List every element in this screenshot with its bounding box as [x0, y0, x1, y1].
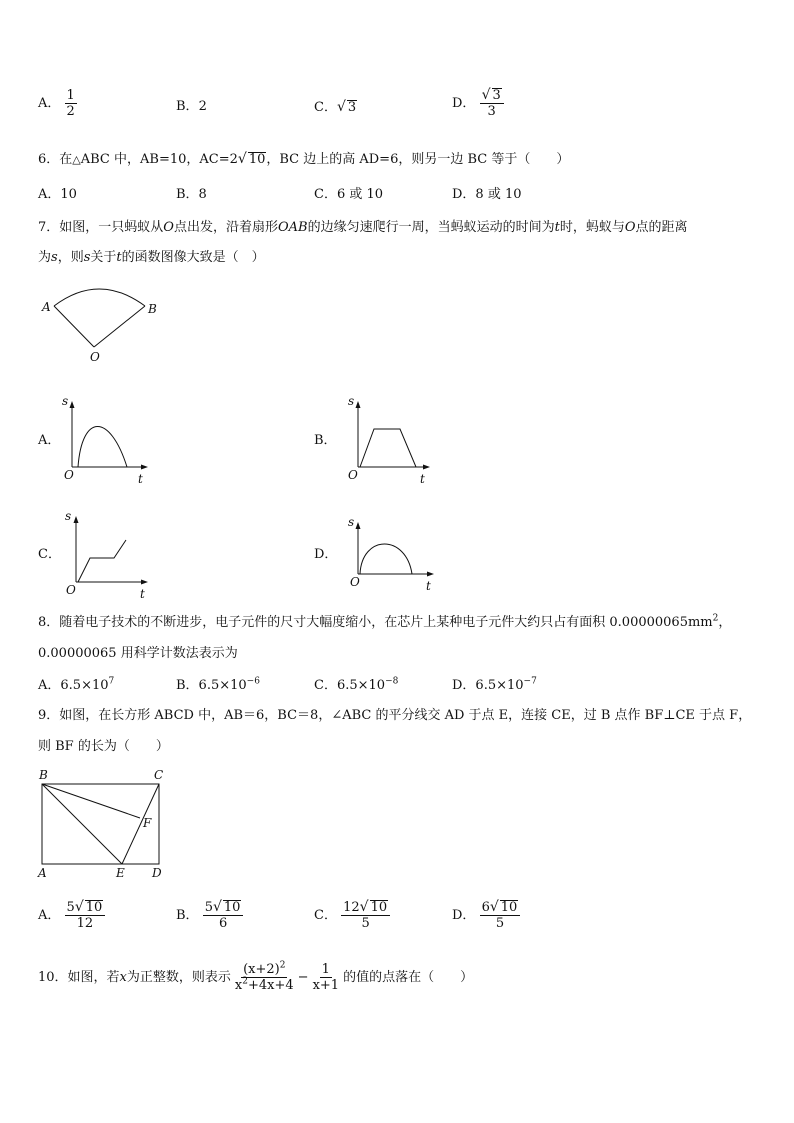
axis-label-s: s [62, 394, 69, 408]
q8-option-b[interactable]: B．$6.5\times 10^{-6}$ [176, 676, 260, 693]
fraction: $\frac{5√ 10}{6}$ [203, 900, 244, 931]
q9-option-a[interactable]: A． $\frac{5√ 10}{12}$ [38, 900, 105, 931]
fraction: $\frac{5√ 10}{12}$ [65, 900, 106, 931]
q6-option-d[interactable]: D．8 或 10 [452, 187, 522, 202]
rectangle-figure [34, 766, 174, 882]
q10-stem: 10．如图，若 x 为正整数，则表示 $\frac{(x+2)^2}{x^2+4x+4}$ − $\frac{1}{x+1}$ 的值的点落在（ ） [38, 960, 474, 993]
y-axis-arrow [70, 401, 75, 408]
q5-option-b[interactable]: B．2 [176, 99, 207, 114]
curve-hump [78, 427, 127, 468]
axis-label-t: t [138, 472, 143, 486]
x-axis-arrow [141, 580, 148, 585]
q7-stem-line2: 为s，则s关于t的函数图像大致是（ ） [38, 250, 265, 265]
fraction: $\frac{1}{2}$ [66, 88, 75, 119]
sector-edge-ob [94, 306, 145, 347]
point-o-label: O [90, 350, 100, 364]
x-axis-arrow [423, 465, 430, 470]
fraction: $\frac{6√ 10}{5}$ [480, 900, 521, 931]
y-axis-arrow [356, 401, 361, 408]
q6-option-c[interactable]: C．6 或 10 [314, 187, 384, 202]
fraction: $\frac{√ 3}{3}$ [480, 88, 504, 119]
y-axis-arrow [74, 516, 79, 523]
origin-label: O [348, 468, 358, 482]
graph-a [60, 393, 152, 488]
origin-label: O [350, 575, 360, 589]
point-a-label: A [42, 300, 51, 314]
axis-label-s: s [65, 509, 72, 523]
step-line [78, 540, 126, 582]
point-c-label: C [154, 768, 164, 782]
q7-stem-line1: 7．如图，一只蚂蚁从O点出发，沿着扇形OAB的边缘匀速爬行一周，当蚂蚁运动的时间为t时，蚂蚁与O点的距离 [38, 220, 688, 235]
q8-stem-line1: 8．随着电子技术的不断进步，电子元件的尺寸大幅度缩小，在芯片上某种电子元件大约只占有面积 $0.00000065mm^2$， [38, 613, 732, 630]
point-b-label: B [39, 768, 48, 782]
q8-option-c[interactable]: C．$6.5\times 10^{-8}$ [314, 676, 399, 693]
graph-b [346, 393, 438, 488]
point-a-label: A [38, 866, 47, 880]
q7-option-c[interactable]: C． [38, 547, 61, 562]
fraction-1: $\frac{(x+2)^2}{x^2+4x+4}$ [234, 960, 294, 993]
rectangle-abcd [42, 784, 159, 864]
graph-c [60, 506, 152, 601]
axis-label-s: s [348, 515, 355, 529]
q8-stem-line2: 0.00000065 用科学计数法表示为 [38, 646, 238, 661]
axis-label-t: t [426, 579, 431, 593]
q9-stem-line2: 则 BF 的长为（ ） [38, 739, 169, 754]
segment-bf [42, 784, 140, 818]
q9-stem-line1: 9．如图，在长方形 ABCD 中，AB＝6，BC＝8，∠ABC 的平分线交 AD 于点 E，连接 CE，过 B 点作 BF⊥CE 于点 F， [38, 708, 752, 723]
axis-label-t: t [420, 472, 425, 486]
segment-be [42, 784, 122, 864]
q6-option-b[interactable]: B．8 [176, 187, 207, 202]
q8-option-d[interactable]: D．$6.5\times 10^{-7}$ [452, 676, 537, 693]
fraction: $\frac{12√ 10}{5}$ [341, 900, 390, 931]
sqrt-sign: √ [336, 99, 346, 115]
x-axis-arrow [141, 465, 148, 470]
axis-label-t: t [140, 587, 145, 601]
q8-option-a[interactable]: A．$6.5\times 10^7$ [38, 676, 115, 693]
sector-figure [36, 284, 166, 366]
semicircle-curve [360, 544, 412, 574]
q5-option-a[interactable]: A． $\frac{1}{2}$ [38, 88, 75, 119]
point-b-label: B [148, 302, 157, 316]
q7-option-b[interactable]: B． [314, 433, 337, 448]
q6-stem: 6．在△ABC 中，AB=10，AC=2√ 10，BC 边上的高 AD=6，则另一边 BC 等于（ ） [38, 151, 570, 167]
q7-option-d[interactable]: D． [314, 547, 338, 562]
y-axis-arrow [356, 522, 361, 529]
graph-d [346, 506, 438, 601]
sector-arc [54, 289, 145, 306]
point-d-label: D [152, 866, 162, 880]
q9-option-d[interactable]: D． $\frac{6√ 10}{5}$ [452, 900, 520, 931]
q7-option-a[interactable]: A． [38, 433, 61, 448]
q9-option-b[interactable]: B． $\frac{5√ 10}{6}$ [176, 900, 243, 931]
q5-option-d[interactable]: D． $\frac{√ 3}{3}$ [452, 88, 504, 119]
segment-ec [122, 784, 159, 864]
trapezoid-line [360, 429, 416, 467]
q6-option-a[interactable]: A．10 [38, 187, 77, 202]
axis-label-s: s [348, 394, 355, 408]
point-f-label: F [143, 816, 152, 830]
fraction-2: $\frac{1}{x+1}$ [312, 962, 340, 993]
x-axis-arrow [427, 572, 434, 577]
origin-label: O [64, 468, 74, 482]
sector-edge-oa [54, 306, 94, 347]
q9-option-c[interactable]: C． $\frac{12√ 10}{5}$ [314, 900, 390, 931]
origin-label: O [66, 583, 76, 597]
point-e-label: E [116, 866, 125, 880]
q5-option-c[interactable]: C．√ 3 [314, 99, 357, 115]
